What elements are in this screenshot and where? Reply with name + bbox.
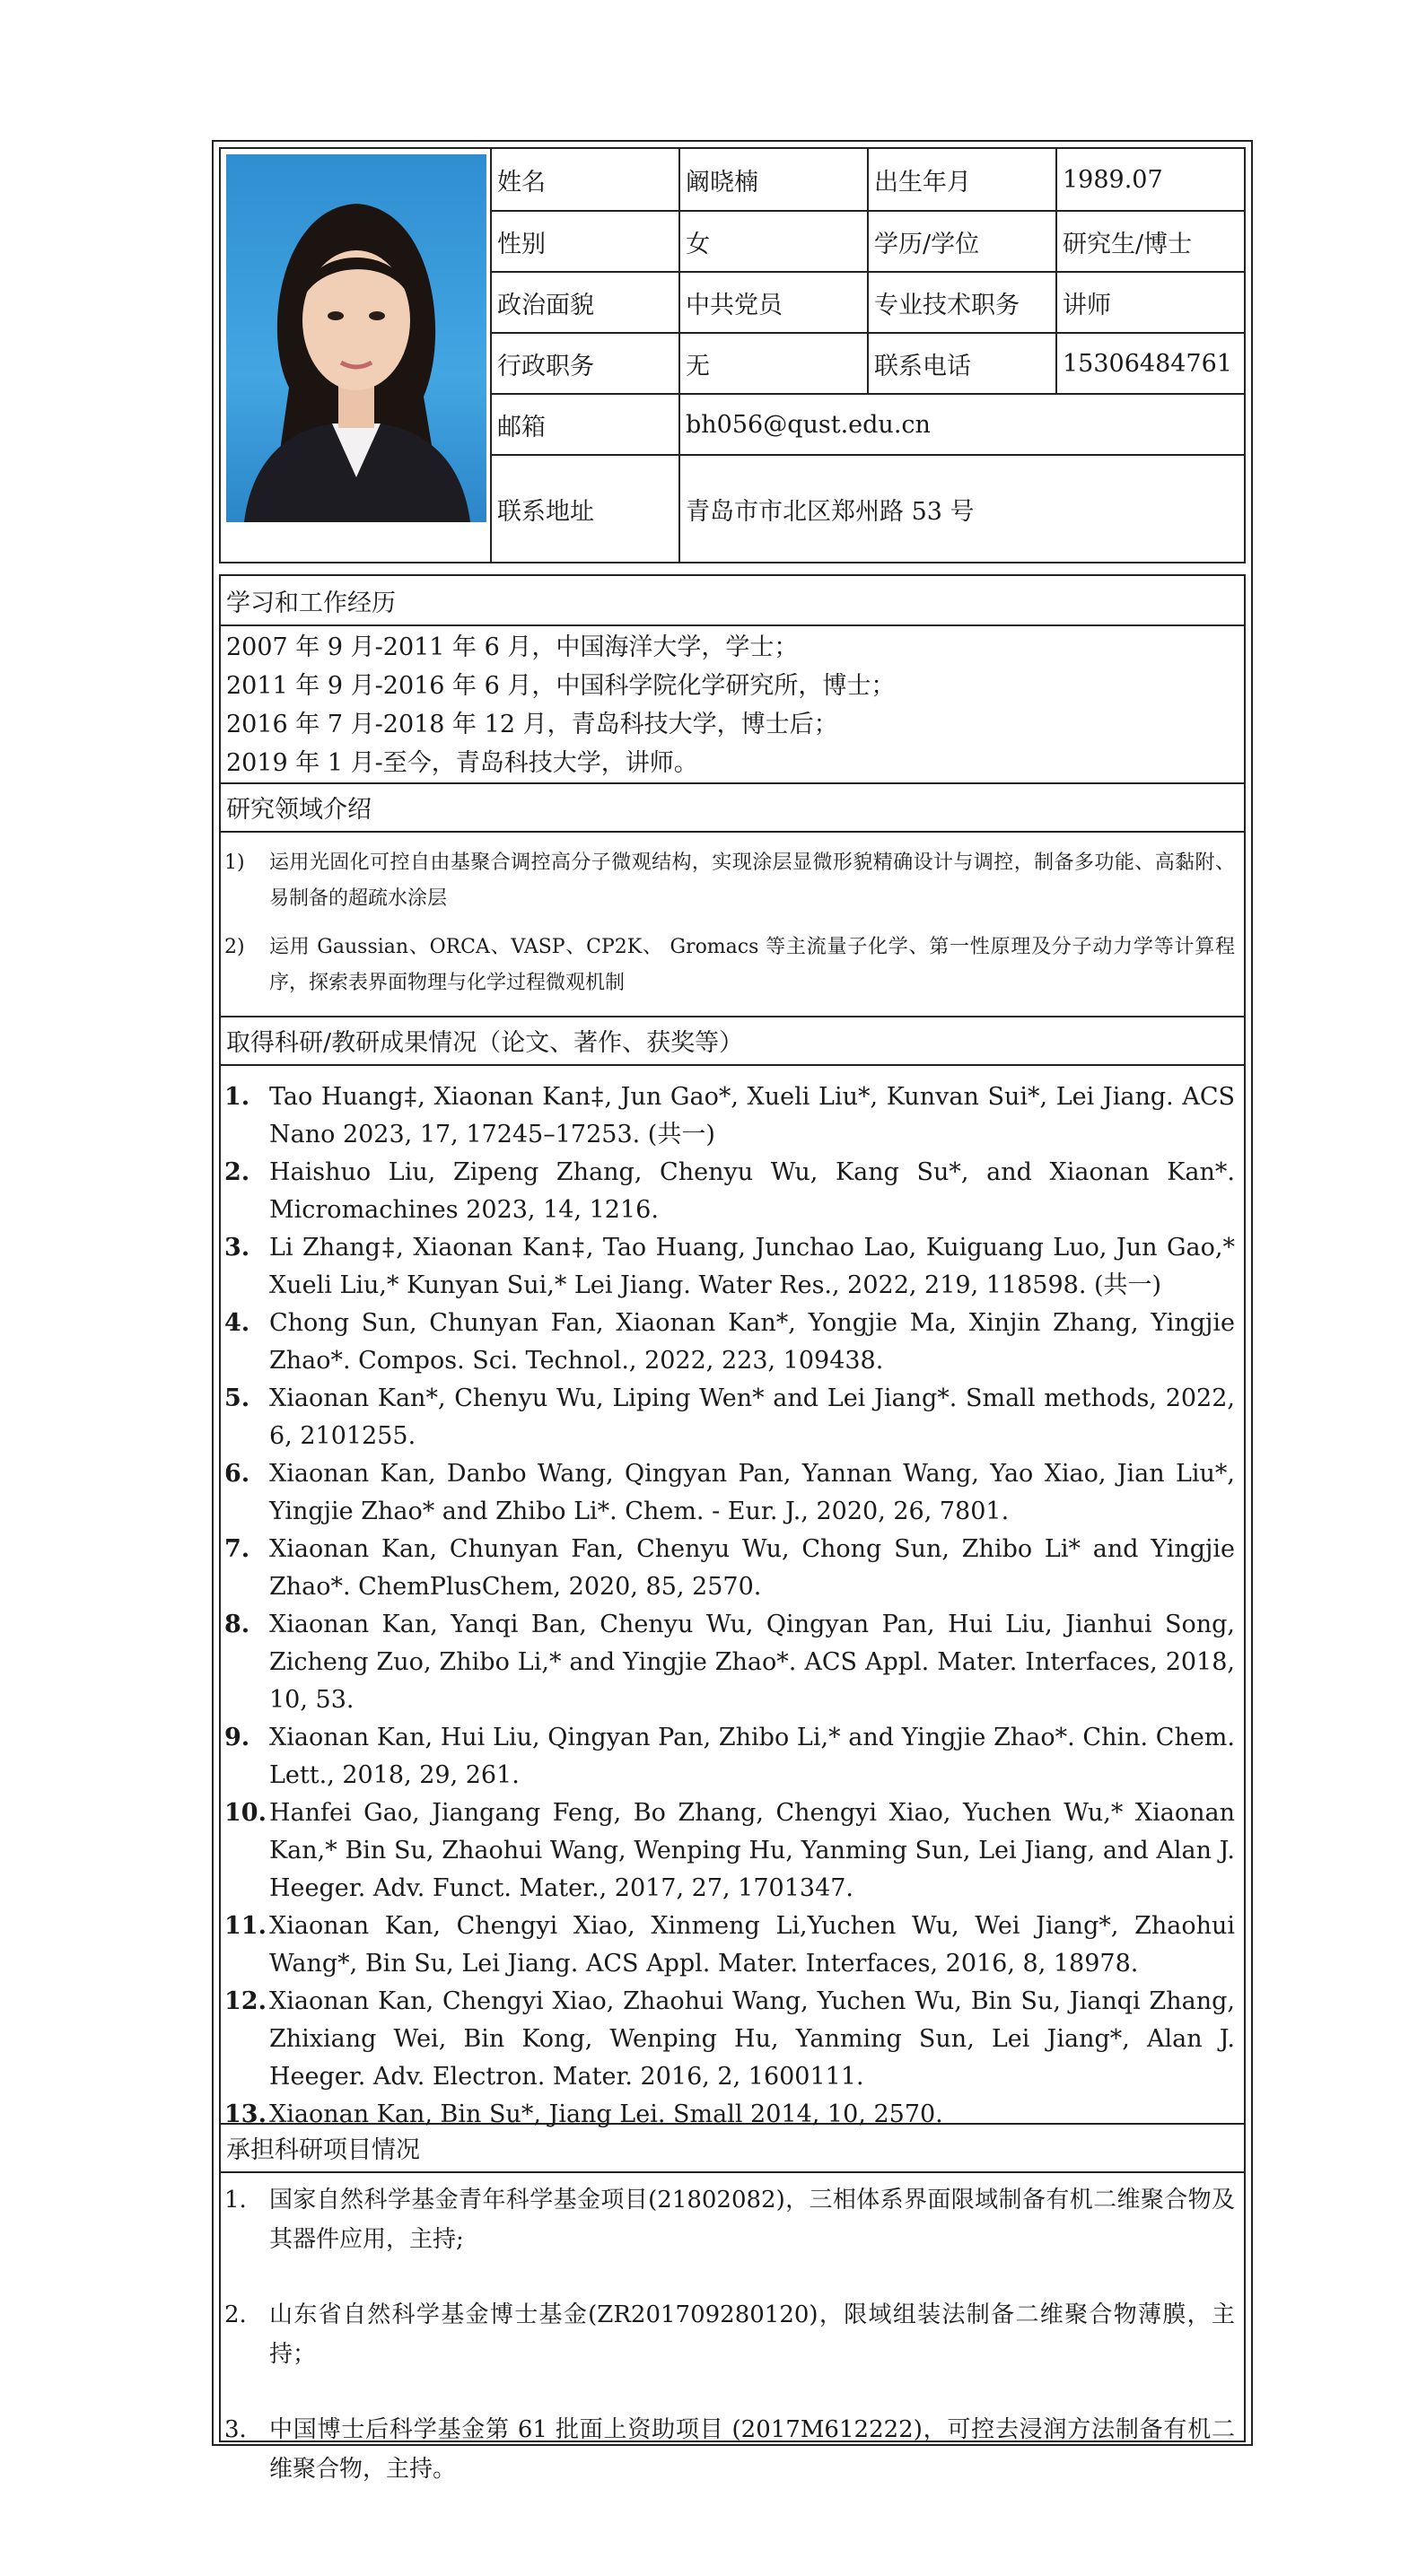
publication-item — [224, 1908, 1235, 1983]
value-phone: 15306484761 — [1063, 349, 1232, 378]
publication-text: Xiaonan Kan, Chengyi Xiao, Xinmeng Li,Yuchen Wu, Wei Jiang*, Zhaohui Wang*, Bin Su, Lei Jiang. ACS Appl. Mater. Interfaces, 2016, 8, 18978. — [269, 1912, 1235, 1978]
projects-title: 承担科研项目情况 — [221, 2123, 1244, 2173]
value-address: 青岛市市北区郑州路 53 号 — [686, 497, 975, 526]
publication-number: 12. — [224, 1987, 267, 2015]
project-item-number: 3. — [224, 2416, 247, 2443]
publication-item — [224, 1154, 1235, 1229]
publication-text: Li Zhang‡, Xiaonan Kan‡, Tao Huang, Junchao Lao, Kuiguang Luo, Jun Gao,* Xueli Liu,* Kunyan Sui,* Lei Jiang. Water Res., 2022, 219, 118598. (共一) — [269, 1234, 1235, 1299]
info-row-email — [492, 395, 1244, 456]
publication-number: 5. — [224, 1384, 250, 1412]
publication-text: Xiaonan Kan, Danbo Wang, Qingyan Pan, Yannan Wang, Yao Xiao, Jian Liu*, Yingjie Zhao* and Zhibo Li*. Chem. - Eur. J., 2020, 26, 7801. — [269, 1460, 1235, 1525]
resume-inner — [219, 147, 1246, 2483]
value-degree: 研究生/博士 — [1063, 230, 1193, 258]
label-phone: 联系电话 — [869, 334, 1057, 393]
label-political: 政治面貌 — [492, 273, 680, 332]
achievements-section — [219, 1016, 1246, 2128]
project-item-number: 1. — [224, 2187, 247, 2214]
experience-item: 2007 年 9 月-2011 年 6 月，中国海洋大学，学士； — [226, 633, 799, 661]
publication-item — [224, 1606, 1235, 1719]
publication-list — [224, 1078, 1235, 2134]
research-item — [224, 930, 1235, 1001]
experience-item: 2019 年 1 月-至今，青岛科技大学，讲师。 — [226, 749, 698, 777]
publication-item — [224, 1719, 1235, 1794]
portrait-photo — [226, 154, 486, 522]
publication-item — [224, 1229, 1235, 1305]
research-item — [224, 845, 1235, 917]
experience-item: 2016 年 7 月-2018 年 12 月，青岛科技大学，博士后； — [226, 711, 838, 738]
publication-text: Hanfei Gao, Jiangang Feng, Bo Zhang, Chengyi Xiao, Yuchen Wu,* Xiaonan Kan,* Bin Su, Zhaohui Wang, Wenping Hu, Yanming Sun, Lei Jiang, and Alan J. Heeger. Adv. Funct. Mater., 2017, 27, 1701347. — [269, 1799, 1235, 1902]
publication-number: 2. — [224, 1158, 250, 1186]
publication-number: 10. — [224, 1799, 267, 1827]
publication-number: 4. — [224, 1309, 250, 1337]
project-item-text: 国家自然科学基金青年科学基金项目(21802082)，三相体系界面限域制备有机二维聚合物及其器件应用，主持; — [269, 2187, 1235, 2253]
project-item — [224, 2180, 1235, 2259]
info-row-3 — [492, 273, 1244, 334]
publication-item — [224, 1794, 1235, 1908]
publication-item — [224, 1380, 1235, 1455]
value-birth: 1989.07 — [1063, 165, 1163, 194]
publication-text: Xiaonan Kan, Yanqi Ban, Chenyu Wu, Qingyan Pan, Hui Liu, Jianhui Song, Zicheng Zuo, Zhibo Li,* and Yingjie Zhao*. ACS Appl. Mater. Interfaces, 2018, 10, 53. — [269, 1611, 1235, 1714]
info-row-2 — [492, 212, 1244, 273]
label-gender: 性别 — [492, 212, 680, 271]
research-section — [219, 782, 1246, 1017]
research-item-text: 运用光固化可控自由基聚合调控高分子微观结构，实现涂层显微形貌精确设计与调控，制备多功能、高黏附、易制备的超疏水涂层 — [269, 851, 1235, 910]
info-row-4 — [492, 334, 1244, 395]
research-item-number: 1) — [224, 851, 245, 874]
publication-text: Xiaonan Kan*, Chenyu Wu, Liping Wen* and Lei Jiang*. Small methods, 2022, 6, 2101255. — [269, 1384, 1235, 1450]
publication-text: Tao Huang‡, Xiaonan Kan‡, Jun Gao*, Xueli Liu*, Kunvan Sui*, Lei Jiang. ACS Nano 2023, 17, 17245–17253. (共一) — [269, 1083, 1235, 1148]
publication-number: 11. — [224, 1912, 267, 1940]
publication-item — [224, 1078, 1235, 1154]
label-address: 联系地址 — [492, 456, 680, 562]
publication-number: 7. — [224, 1535, 250, 1563]
value-political: 中共党员 — [680, 273, 869, 332]
publication-text: Haishuo Liu, Zipeng Zhang, Chenyu Wu, Kang Su*, and Xiaonan Kan*. Micromachines 2023, 14, 1216. — [269, 1158, 1235, 1224]
experience-section — [219, 574, 1246, 784]
experience-title: 学习和工作经历 — [221, 576, 1244, 626]
publication-text: Xiaonan Kan, Hui Liu, Qingyan Pan, Zhibo Li,* and Yingjie Zhao*. Chin. Chem. Lett., 2018, 29, 261. — [269, 1724, 1235, 1789]
projects-section — [219, 2123, 1246, 2483]
info-row-address — [492, 456, 1244, 562]
info-row-1 — [492, 149, 1244, 212]
value-gender: 女 — [680, 212, 869, 271]
publication-number: 1. — [224, 1083, 250, 1111]
publication-number: 13. — [224, 2100, 267, 2128]
value-name: 阚晓楠 — [680, 149, 869, 210]
publication-number: 8. — [224, 1611, 250, 1638]
project-item-text: 中国博士后科学基金第 61 批面上资助项目 (2017M612222)，可控去浸润方法制备有机二维聚合物，主持。 — [269, 2416, 1235, 2483]
research-item-number: 2) — [224, 936, 245, 958]
resume-frame — [212, 140, 1253, 2483]
label-admin-position: 行政职务 — [492, 334, 680, 393]
publication-number: 3. — [224, 1234, 250, 1262]
personal-info-table — [219, 147, 1246, 563]
label-name: 姓名 — [492, 149, 680, 210]
publication-text: Xiaonan Kan, Chengyi Xiao, Zhaohui Wang, Yuchen Wu, Bin Su, Jianqi Zhang, Zhixiang Wei, Bin Kong, Wenping Hu, Yanming Sun, Lei Jiang*, Alan J. Heeger. Adv. Electron. Mater. 2016, 2, 1600111. — [269, 1987, 1235, 2091]
publication-item — [224, 1305, 1235, 1380]
research-list — [224, 845, 1235, 1001]
project-item-number: 2. — [224, 2301, 247, 2328]
experience-list — [226, 628, 1239, 782]
portrait-illustration — [226, 154, 486, 522]
publication-text: Xiaonan Kan, Chunyan Fan, Chenyu Wu, Chong Sun, Zhibo Li* and Yingjie Zhao*. ChemPlusChem, 2020, 85, 2570. — [269, 1535, 1235, 1601]
research-title: 研究领域介绍 — [221, 782, 1244, 833]
label-email: 邮箱 — [492, 395, 680, 454]
project-item-text: 山东省自然科学基金博士基金(ZR201709280120)，限域组装法制备二维聚合物薄膜，主持； — [269, 2301, 1235, 2368]
info-grid — [490, 149, 1244, 562]
label-degree: 学历/学位 — [869, 212, 1057, 271]
publication-item — [224, 1455, 1235, 1531]
project-item — [224, 2295, 1235, 2374]
experience-item: 2011 年 9 月-2016 年 6 月，中国科学院化学研究所，博士； — [226, 672, 896, 700]
publication-number: 9. — [224, 1724, 250, 1751]
publication-number: 6. — [224, 1460, 250, 1488]
research-item-text: 运用 Gaussian、ORCA、VASP、CP2K、 Gromacs 等主流量子化学、第一性原理及分子动力学等计算程序，探索表界面物理与化学过程微观机制 — [269, 936, 1235, 994]
publication-text: Xiaonan Kan, Bin Su*, Jiang Lei. Small 2014, 10, 2570. — [269, 2100, 943, 2128]
project-item — [224, 2410, 1235, 2489]
value-email: bh056@qust.edu.cn — [686, 410, 931, 439]
project-list — [224, 2180, 1235, 2489]
publication-text: Chong Sun, Chunyan Fan, Xiaonan Kan*, Yongjie Ma, Xinjin Zhang, Yingjie Zhao*. Compos. Sci. Technol., 2022, 223, 109438. — [269, 1309, 1235, 1375]
publication-item — [224, 1983, 1235, 2096]
publication-item — [224, 1531, 1235, 1606]
value-admin-position: 无 — [680, 334, 869, 393]
label-title: 专业技术职务 — [869, 273, 1057, 332]
achievements-title: 取得科研/教研成果情况（论文、著作、获奖等） — [221, 1016, 1244, 1066]
value-title: 讲师 — [1063, 291, 1111, 319]
label-birth: 出生年月 — [869, 149, 1057, 210]
